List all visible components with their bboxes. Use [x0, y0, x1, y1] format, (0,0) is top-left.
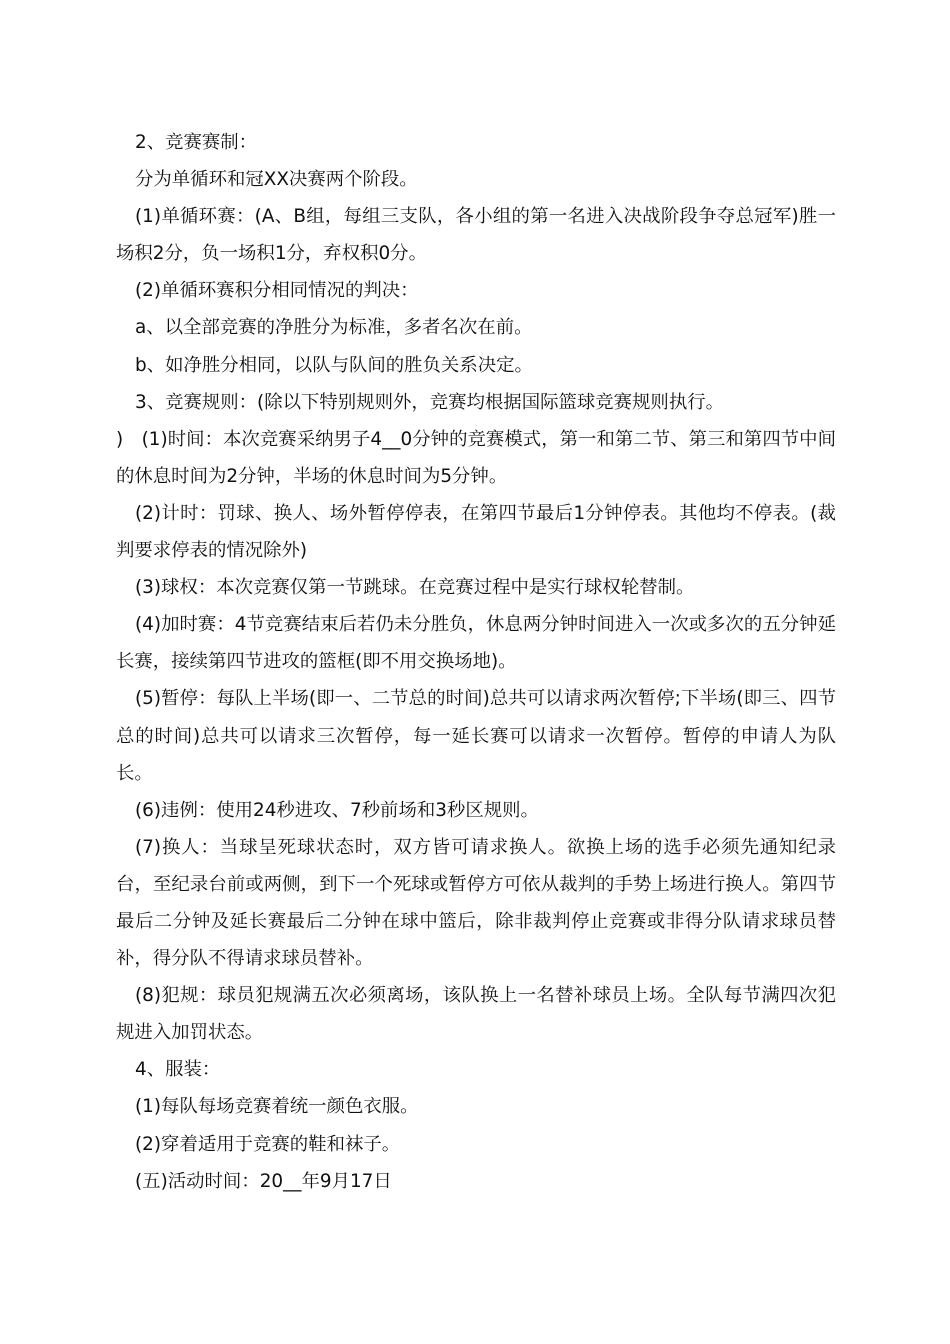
- paragraph-uniform-heading: 4、服装：: [135, 1059, 221, 1081]
- paragraph-rules-heading: 3、竞赛规则：(除以下特别规则外，竞赛均根据国际篮球竞赛规则执行。: [135, 391, 724, 413]
- paragraph-rule-timing: (2)计时：罚球、换人、场外暂停停表，在第四节最后1分钟停表。其他均不停表。(裁判要求停表的情况除外): [116, 502, 836, 562]
- paragraph-rule-possession: (3)球权：本次竞赛仅第一节跳球。在竞赛过程中是实行球权轮替制。: [135, 577, 695, 599]
- paragraph-round-robin: (1)单循环赛：(A、B组，每组三支队，各小组的第一名进入决战阶段争夺总冠军)胜一场积2分，负一场积1分，弃权积0分。: [116, 206, 836, 265]
- paragraph-tie-rule-b: b、如净胜分相同，以队与队间的胜负关系决定。: [135, 354, 533, 376]
- paragraph-competition-format-heading: 2、竞赛赛制：: [135, 132, 258, 153]
- paragraph-rule-overtime: (4)加时赛：4节竞赛结束后若仍未分胜负，休息两分钟时间进入一次或多次的五分钟延长赛，接续第四节进攻的篮框(即不用交换场地)。: [116, 614, 836, 673]
- paragraph-event-date: (五)活动时间：20__年9月17日: [135, 1170, 392, 1192]
- paragraph-stages: 分为单循环和冠XX决赛两个阶段。: [135, 169, 418, 191]
- paragraph-rule-violation: (6)违例：使用24秒进攻、7秒前场和3秒区规则。: [135, 799, 539, 821]
- document-body: [116, 124, 836, 1200]
- paragraph-tie-rule-a: a、以全部竞赛的净胜分为标准，多者名次在前。: [135, 317, 533, 339]
- paragraph-uniform-shoes: (2)穿着适用于竞赛的鞋和袜子。: [135, 1133, 401, 1155]
- paragraph-uniform-color: (1)每队每场竞赛着统一颜色衣服。: [135, 1096, 419, 1118]
- paragraph-rule-substitution: (7)换人：当球呈死球状态时，双方皆可请求换人。欲换上场的选手必须先通知纪录台，至纪录台前或两侧，到下一个死球或暂停方可依从裁判的手势上场进行换人。第四节最后二分钟及延长赛最后二分钟在球中篮后，除非裁判停止竞赛或非得分队请求球员替补，得分队不得请求球员替补。: [116, 836, 836, 970]
- paragraph-rule-foul: (8)犯规：球员犯规满五次必须离场，该队换上一名替补球员上场。全队每节满四次犯规进入加罚状态。: [116, 985, 836, 1044]
- paragraph-rule-time: ) (1)时间：本次竞赛采纳男子4__0分钟的竞赛模式，第一和第二节、第三和第四节中间的休息时间为2分钟，半场的休息时间为5分钟。: [116, 428, 836, 487]
- paragraph-tie-rule-heading: (2)单循环赛积分相同情况的判决：: [135, 280, 419, 302]
- paragraph-rule-timeout: (5)暂停：每队上半场(即一、二节总的时间)总共可以请求两次暂停;下半场(即三、四节总的时间)总共可以请求三次暂停，每一延长赛可以请求一次暂停。暂停的申请人为队长。: [116, 688, 836, 784]
